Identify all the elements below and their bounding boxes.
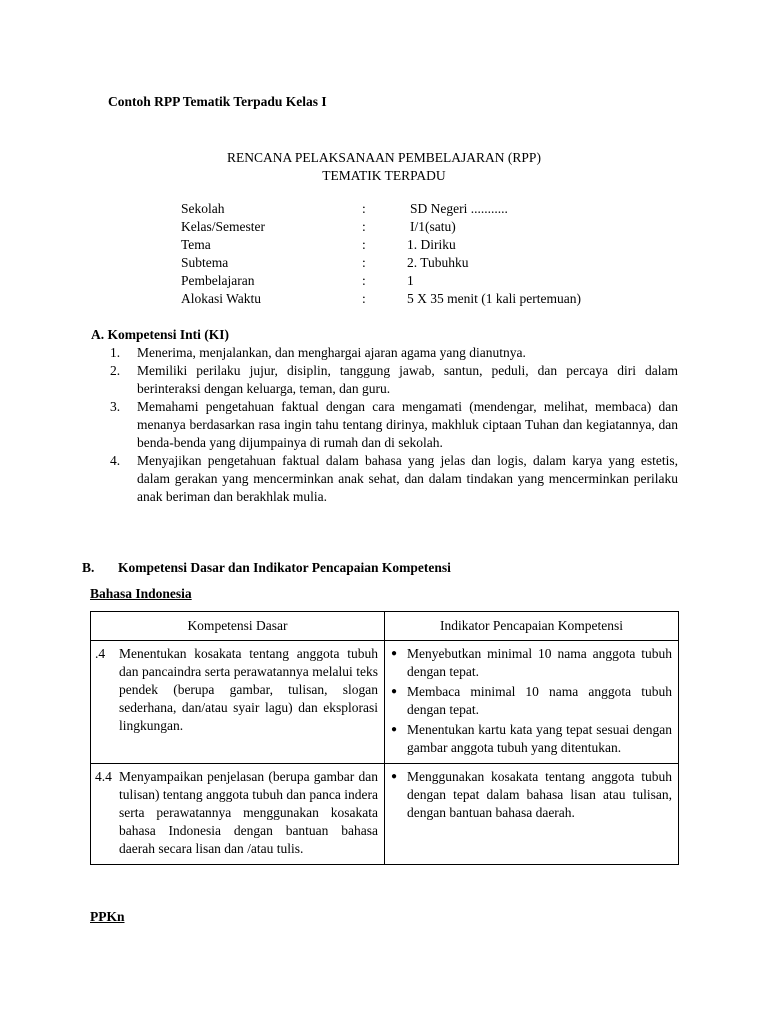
bullet-icon: ● <box>391 648 398 659</box>
table-row <box>91 641 679 764</box>
header-kompetensi-dasar: Kompetensi Dasar <box>91 612 385 641</box>
section-b-text: Kompetensi Dasar dan Indikator Pencapaian Kompetensi <box>118 560 451 575</box>
indicator-item: ● Membaca minimal 10 nama anggota tubuh dengan tepat. <box>391 684 672 717</box>
ki-number: 3. <box>110 399 121 414</box>
identity-label: Alokasi Waktu <box>181 291 262 306</box>
indicator-item: ● Menentukan kartu kata yang tepat sesuai dengan gambar anggota tubuh yang ditentukan. <box>391 722 672 755</box>
subject-bahasa-indonesia: Bahasa Indonesia <box>90 586 192 601</box>
identity-label: Kelas/Semester <box>181 219 265 234</box>
identity-colon: : <box>362 255 366 270</box>
ki-text: Menyajikan pengetahuan faktual dalam bahasa yang jelas dan logis, dalam karya yang estetis, dalam gerakan yang mencerminkan anak sehat, dan dalam tindakan yang mencerminkan perilaku anak beriman dan berakhlak mulia. <box>137 453 678 504</box>
ki-item <box>110 452 678 506</box>
section-b-letter: B. <box>82 560 95 575</box>
identity-label: Subtema <box>181 255 229 270</box>
header-indikator: Indikator Pencapaian Kompetensi <box>385 612 679 641</box>
kd-cell <box>91 641 385 764</box>
ki-text: Menerima, menjalankan, dan menghargai ajaran agama yang dianutnya. <box>137 345 526 360</box>
ki-number: 1. <box>110 345 121 360</box>
ki-text: Memiliki perilaku jujur, disiplin, tanggung jawab, santun, peduli, dan percaya diri dalam berinteraksi dengan keluarga, teman, dan guru. <box>137 363 678 396</box>
identity-label: Tema <box>181 237 211 252</box>
kd-number: .4 <box>95 646 106 661</box>
indicator-item: ● Menggunakan kosakata tentang anggota tubuh dengan tepat dalam bahasa lisan atau tulisan, dengan bantuan bahasa daerah. <box>391 769 672 820</box>
identity-value: SD Negeri ........... <box>410 201 508 216</box>
bullet-icon: ● <box>391 724 398 735</box>
identity-colon: : <box>362 237 366 252</box>
ki-list <box>110 344 678 506</box>
ki-item <box>110 344 678 362</box>
ki-text: Memahami pengetahuan faktual dengan cara mengamati (mendengar, melihat, membaca) dan menanya berdasarkan rasa ingin tahu tentang dirinya, makhluk ciptaan Tuhan dan kegiatannya, dan benda-benda yang dijumpainya di rumah dan di sekolah. <box>137 399 678 450</box>
kd-number: 4.4 <box>95 769 112 784</box>
identity-value: 2. Tubuhku <box>407 255 469 270</box>
bullet-icon: ● <box>391 686 398 697</box>
identity-value: I/1(satu) <box>410 219 456 234</box>
indicator-cell <box>385 764 679 865</box>
rpp-subheading: TEMATIK TERPADU <box>322 168 446 183</box>
kd-text: Menyampaikan penjelasan (berupa gambar dan tulisan) tentang anggota tubuh dan panca indera serta perawatannya menggunakan kosakata bahasa Indonesia dengan bantuan bahasa daerah secara lisan dan /atau tulis. <box>119 769 378 856</box>
identity-label: Sekolah <box>181 201 225 216</box>
identity-value: 5 X 35 menit (1 kali pertemuan) <box>407 291 581 306</box>
identity-colon: : <box>362 291 366 306</box>
table-row <box>91 764 679 865</box>
kd-table <box>90 611 679 865</box>
kd-text: Menentukan kosakata tentang anggota tubuh dan pancaindra serta perawatannya melalui teks pendek (berupa gambar, tulisan, slogan sederhana, dan/atau syair lagu) dan eksplorasi lingkungan. <box>119 646 378 733</box>
ki-number: 2. <box>110 363 121 378</box>
indicator-cell <box>385 641 679 764</box>
ki-item <box>110 398 678 452</box>
identity-colon: : <box>362 201 366 216</box>
section-a-title: A. Kompetensi Inti (KI) <box>91 327 229 342</box>
identity-colon: : <box>362 219 366 234</box>
table-header-row <box>91 612 679 641</box>
bullet-icon: ● <box>391 771 398 782</box>
indicator-item: ● Menyebutkan minimal 10 nama anggota tubuh dengan tepat. <box>391 646 672 679</box>
document-title: Contoh RPP Tematik Terpadu Kelas I <box>108 94 327 109</box>
ki-item <box>110 362 678 398</box>
ki-number: 4. <box>110 453 121 468</box>
identity-value: 1 <box>407 273 414 288</box>
kd-cell <box>91 764 385 865</box>
subject-ppkn: PPKn <box>90 909 125 924</box>
identity-colon: : <box>362 273 366 288</box>
identity-label: Pembelajaran <box>181 273 255 288</box>
rpp-heading: RENCANA PELAKSANAAN PEMBELAJARAN (RPP) <box>227 150 541 165</box>
identity-value: 1. Diriku <box>407 237 456 252</box>
